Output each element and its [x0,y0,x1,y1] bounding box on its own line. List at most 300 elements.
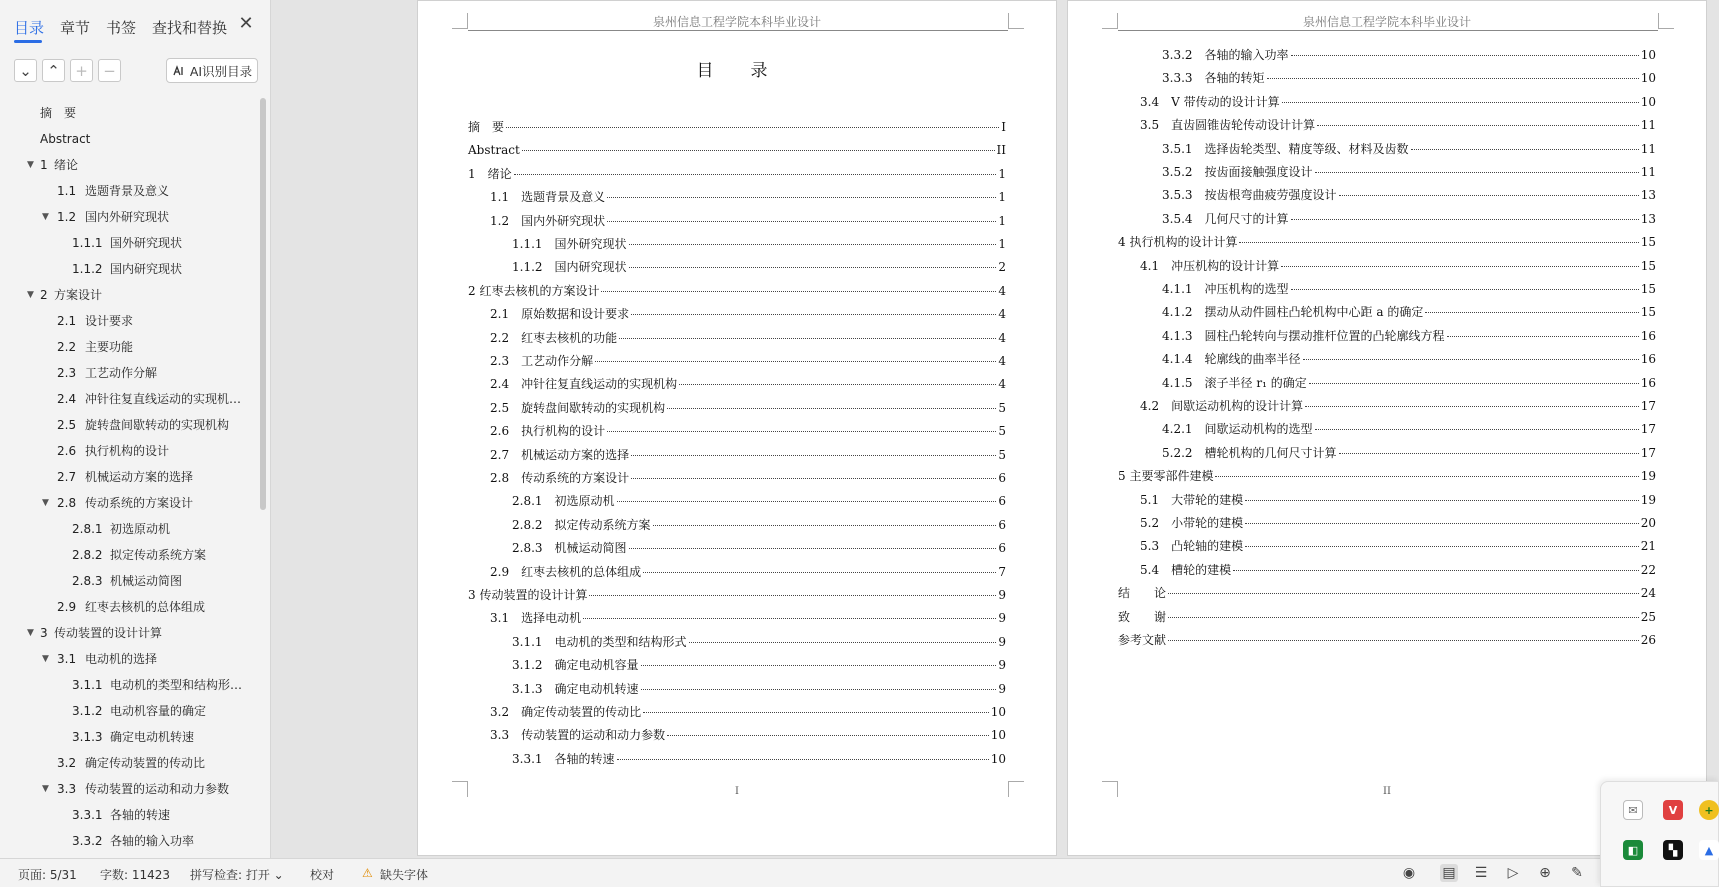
toc-entry-page: 1 [998,190,1006,205]
toc-entry[interactable] [490,352,1006,370]
toc-entry-text: 3.3.1 各轴的转速 [512,751,615,766]
tab-find-replace[interactable]: 查找和替换 [152,19,228,37]
ai-recognize-toc-button[interactable] [166,58,258,83]
toc-entry-text: 3 传动装置的设计计算 [468,588,588,602]
nav-item-label: 主要功能 [85,340,134,354]
expand-up-button[interactable] [42,59,65,82]
system-tray-popup [1600,781,1719,887]
tab-chapters[interactable]: 章节 [60,19,91,37]
chevron-down-icon: ⌄ [19,61,32,80]
toc-entry[interactable] [468,141,1006,159]
toc-leader-dots [629,244,997,245]
toc-entry-page: 6 [998,541,1006,556]
expand-caret-icon[interactable]: ▼ [42,212,49,222]
toc-entry[interactable] [512,633,1006,651]
toc-entry[interactable] [1140,491,1656,509]
toc-entry[interactable] [1162,350,1656,368]
toc-entry[interactable] [512,516,1006,534]
toc-entry-page: I [1001,120,1006,134]
toc-entry-page: 7 [998,564,1006,579]
toc-leader-dots [1339,195,1639,196]
nav-tree-item[interactable] [0,646,250,672]
toc-entry-text: 3.3 传动装置的运动和动力参数 [490,728,666,743]
toc-entry[interactable] [490,329,1006,347]
word-count[interactable]: 字数: 11423 [100,868,171,882]
toc-entry[interactable] [1162,46,1656,64]
toc-entry-text: 3.1.2 确定电动机容量 [512,658,639,673]
drive-app-icon[interactable]: ▲ [1699,840,1719,860]
toc-entry[interactable] [490,609,1006,627]
nav-item-label: 红枣去核机的总体组成 [85,600,206,614]
document-page-2 [1067,0,1707,856]
expand-caret-icon[interactable]: ▼ [27,160,34,170]
toc-entry[interactable] [490,422,1006,440]
nav-tree-item[interactable] [0,568,250,594]
toc-entry[interactable] [1118,233,1656,251]
toc-entry[interactable] [512,235,1006,253]
toc-entry-page: 5 [998,424,1006,439]
toc-leader-dots [1215,476,1638,477]
tab-toc[interactable]: 目录 [14,19,45,37]
toc-entry-page: 6 [998,494,1006,509]
nav-tree-item[interactable] [0,542,250,568]
nav-item-number: 2.8.1 [72,522,103,536]
toc-leader-dots [506,127,999,128]
toc-entry-text: 5.4 槽轮的建模 [1140,562,1232,577]
toc-leader-dots [689,642,997,643]
nav-tree-item[interactable] [0,490,250,516]
close-icon[interactable]: ✕ [238,13,254,34]
toc-entry-text: 3.1.1 电动机的类型和结构形式 [512,634,687,649]
toc-entry[interactable] [490,563,1006,581]
toc-entry-page: 10 [990,728,1006,743]
crop-mark [452,13,468,29]
toc-entry[interactable] [1140,397,1656,415]
nav-item-label: 设计要求 [85,314,134,328]
nav-item-number: 1.1 [57,184,77,198]
toc-entry-text: 3.1 选择电动机 [490,611,582,626]
toc-entry[interactable] [512,656,1006,674]
crop-mark [1102,13,1118,29]
nav-item-number: 1.1.1 [72,236,103,250]
nav-item-number: 3.1.3 [72,730,103,744]
nav-tree-item[interactable] [0,802,250,828]
toc-leader-dots [641,665,997,666]
toc-entry[interactable] [468,586,1006,604]
nav-item-label: 国外研究现状 [110,236,183,250]
toc-leader-dots [1425,312,1638,313]
toc-tree [0,100,260,858]
toc-entry-text: 参考文献 [1118,633,1167,647]
page-indicator[interactable]: 页面: 5/31 [18,868,77,882]
nav-item-number: 2.7 [57,470,77,484]
nav-tree-item[interactable] [0,308,250,334]
toc-entry-text: 5.3 凸轮轴的建模 [1140,539,1244,554]
toc-entry[interactable] [468,282,1006,300]
toc-entry[interactable] [1162,303,1656,321]
toc-entry[interactable] [1162,69,1656,87]
toc-entry[interactable] [1140,257,1656,275]
nav-tree-item[interactable] [0,620,250,646]
nav-tree-item[interactable] [0,438,250,464]
toc-leader-dots [514,174,997,175]
toc-entry-page: 17 [1640,399,1656,413]
outline-view-icon[interactable]: ☰ [1474,865,1488,881]
toc-entry[interactable] [1118,631,1656,649]
toc-entry[interactable] [490,375,1006,393]
toc-entry-text: 4.1.1 冲压机构的选型 [1162,282,1289,296]
nav-item-label: 传动系统的方案设计 [85,496,194,510]
nav-tree-item[interactable] [0,256,250,282]
toc-leader-dots [1168,617,1639,618]
toc-leader-dots [1282,102,1639,103]
toc-entry[interactable] [1118,584,1656,602]
toc-entry-text: 2.1 原始数据和设计要求 [490,307,630,322]
nav-item-label: 旋转盘间歇转动的实现机构 [85,418,230,432]
toc-entry-text: 2.7 机械运动方案的选择 [490,447,630,462]
nav-tree-item[interactable] [0,776,250,802]
nav-item-number: 2 [40,288,48,302]
toc-entry-page: 13 [1640,188,1656,203]
toc-entry-page: 16 [1640,328,1656,343]
toc-entry-page: 17 [1640,422,1656,437]
toc-entry-page: 11 [1640,141,1656,156]
status-bar [0,858,1719,887]
toc-leader-dots [601,291,996,292]
toc-entry-text: 4.1.5 滚子半径 r₁ 的确定 [1162,375,1307,390]
page-view-icon[interactable]: ▤ [1440,864,1458,882]
toc-entry-page: 4 [998,283,1006,298]
toc-entry[interactable] [1162,140,1656,158]
toc-leader-dots [607,197,996,198]
play-icon[interactable]: ▷ [1507,865,1519,881]
nav-tree-item[interactable] [0,282,250,308]
toc-entry[interactable] [490,703,1006,721]
chevron-up-icon: ⌃ [47,61,60,80]
nav-item-number: 1.1.2 [72,262,103,276]
tab-bookmarks[interactable]: 书签 [106,19,137,37]
nav-item-label: 国内外研究现状 [85,210,170,224]
ai-icon [172,65,186,77]
nav-tree-item[interactable] [0,724,250,750]
pen-icon[interactable]: ✎ [1571,865,1583,881]
toc-leader-dots [1291,55,1639,56]
toc-entry-page: 10 [1640,48,1656,62]
toc-entry-page: 5 [998,447,1006,462]
toc-entry[interactable] [490,212,1006,230]
toc-leader-dots [619,338,996,339]
nav-tree-item[interactable] [0,750,250,776]
toc-entry[interactable] [512,539,1006,557]
nav-tree-item[interactable] [0,360,250,386]
toc-entry-page: 9 [998,681,1006,696]
toc-entry-text: 2.3 工艺动作分解 [490,354,594,368]
toc-entry-text: 结 论 [1118,586,1167,601]
toc-entry-page: 17 [1640,445,1656,460]
toc-entry-page: 15 [1640,282,1656,296]
toc-entry-text: 2.2 红枣去核机的功能 [490,330,618,345]
toc-entry[interactable] [1162,280,1656,298]
nav-tree-item[interactable] [0,100,250,126]
toc-entry-page: 10 [990,705,1006,719]
expand-caret-icon[interactable]: ▼ [27,628,34,638]
toc-entry[interactable] [490,188,1006,206]
toc-entry[interactable] [1162,420,1656,438]
toc-leader-dots [631,314,996,315]
toc-entry-text: 1.1 选题背景及意义 [490,190,606,205]
nav-item-label: 各轴的输入功率 [110,834,195,848]
toc-entry-text: 4.1 冲压机构的设计计算 [1140,258,1280,273]
nvidia-app-icon[interactable]: ◧ [1623,840,1643,860]
toc-entry-page: 4 [998,354,1006,368]
expand-caret-icon[interactable]: ▼ [42,784,49,794]
plus-icon: + [75,61,88,80]
toc-entry-page: 21 [1640,539,1656,554]
toc-entry-text: 3.5.2 按齿面接触强度设计 [1162,165,1313,179]
nav-item-number: 2.9 [57,600,77,614]
nav-item-label: 绪论 [54,158,79,172]
toc-entry[interactable] [1162,374,1656,392]
nav-tree-item[interactable] [0,334,250,360]
remove-heading-button[interactable] [98,59,121,82]
nav-item-label: 拟定传动系统方案 [110,548,207,562]
toc-entry[interactable] [1162,186,1656,204]
toc-leader-dots [522,150,995,151]
nav-item-number: 3.1.1 [72,678,103,692]
ai-button-label: AI识别目录 [189,63,253,79]
toc-entry-text: 摘 要 [468,120,505,134]
toc-entry[interactable] [512,258,1006,276]
nav-item-number: 2.4 [57,392,77,406]
toc-leader-dots [1411,149,1639,150]
active-tab-indicator [14,40,42,43]
toc-entry-page: 15 [1640,258,1656,273]
nav-tree-item[interactable] [0,828,250,854]
nav-tree-item[interactable] [0,594,250,620]
nav-tree-item[interactable] [0,464,250,490]
nav-tree-item[interactable] [0,204,250,230]
toc-entry-text: 5.2.2 槽轮机构的几何尺寸计算 [1162,445,1337,460]
toc-leader-dots [617,501,997,502]
nav-scrollbar[interactable] [260,98,266,510]
toc-entry-text: 5.1 大带轮的建模 [1140,492,1244,507]
nav-tree-item[interactable] [0,230,250,256]
nav-item-label: 传动装置的运动和动力参数 [85,782,230,796]
nav-item-number: 1 [40,158,48,172]
nav-tree-item[interactable] [0,698,250,724]
document-area [271,0,1719,858]
toc-entry-page: 9 [998,634,1006,649]
toc-entry-text: 2.4 冲针往复直线运动的实现机构 [490,377,678,392]
vpn-app-icon[interactable]: V [1663,800,1683,820]
nav-item-number: 2.8 [57,496,77,510]
toc-entry[interactable] [1162,210,1656,228]
toc-leader-dots [607,431,996,432]
toc-entry[interactable] [1162,163,1656,181]
toc-entry-page: 6 [998,471,1006,485]
toc-leader-dots [1305,406,1639,407]
toc-entry[interactable] [1140,537,1656,555]
toc-leader-dots [631,478,996,479]
toc-leader-dots [1291,289,1639,290]
expand-caret-icon[interactable]: ▼ [42,498,49,508]
minus-icon: − [103,61,116,80]
toc-entry-text: 2.8.1 初选原动机 [512,494,615,509]
toc-entry-text: 3.1.3 确定电动机转速 [512,681,639,696]
toc-entry[interactable] [1162,444,1656,462]
collapse-all-button[interactable] [14,59,37,82]
toc-entry-page: 15 [1640,235,1656,250]
toc-entry-text: 1 绪论 [468,166,512,181]
toc-leader-dots [643,572,996,573]
nav-tree-item[interactable] [0,412,250,438]
update-app-icon[interactable]: + [1699,800,1719,820]
nav-item-number: 2.5 [57,418,77,432]
toc-entry-text: 3.5.1 选择齿轮类型、精度等级、材料及齿数 [1162,141,1409,156]
toc-entry-page: 11 [1640,165,1656,179]
toc-leader-dots [667,735,989,736]
toc-leader-dots [667,408,996,409]
toc-entry-text: 1.1.1 国外研究现状 [512,237,627,251]
toc-entry[interactable] [1140,93,1656,111]
proofread-button[interactable]: 校对 [310,868,335,882]
toc-entry-page: 25 [1640,609,1656,624]
nav-item-number: 1.2 [57,210,77,224]
page-number: II [1383,786,1391,797]
toc-leader-dots [589,595,996,596]
nav-item-label: 各轴的转速 [110,808,171,822]
toc-entry-page: 10 [990,751,1006,766]
nav-item-number: 3 [40,626,48,640]
toc-entry[interactable] [490,469,1006,487]
header-rule [1118,30,1658,31]
nav-item-label: 电动机容量的确定 [110,704,207,718]
toc-leader-dots [641,689,997,690]
toc-entry[interactable] [1118,608,1656,626]
toc-entry[interactable] [1140,561,1656,579]
missing-font-button[interactable]: 缺失字体 [380,868,429,882]
toc-entry-text: 致 谢 [1118,609,1167,624]
nav-tree-item[interactable] [0,672,250,698]
toc-leader-dots [1281,266,1639,267]
add-heading-button[interactable] [70,59,93,82]
toc-entry-page: 1 [998,213,1006,228]
toc-entry-page: II [996,143,1006,158]
toc-leader-dots [617,759,989,760]
toc-entry[interactable] [1140,514,1656,532]
nav-item-label: Abstract [40,132,91,146]
nav-tree-item[interactable] [0,152,250,178]
toc-entry[interactable] [1118,467,1656,485]
toc-entry[interactable] [490,399,1006,417]
nav-item-number: 2.3 [57,366,77,380]
expand-caret-icon[interactable]: ▼ [27,290,34,300]
toc-entry[interactable] [468,165,1006,183]
toc-entry-page: 4 [998,330,1006,345]
warning-icon: ⚠ [362,866,373,880]
toc-leader-dots [1239,242,1638,243]
toc-entry[interactable] [512,492,1006,510]
nav-item-number: 2.8.3 [72,574,103,588]
dark-app-icon[interactable]: ▚ [1663,840,1683,860]
crop-mark [1008,13,1024,29]
nav-item-label: 国内研究现状 [110,262,183,276]
toc-entry[interactable] [468,118,1006,136]
toc-entry-page: 5 [998,400,1006,415]
nav-item-label: 选题背景及意义 [85,184,170,198]
toc-leader-dots [629,267,997,268]
page-header: 泉州信息工程学院本科毕业设计 [1302,15,1471,29]
eye-icon[interactable]: ◉ [1402,865,1416,881]
nav-item-label: 摘 要 [40,106,77,120]
nav-item-number: 3.2 [57,756,77,770]
nav-item-number: 3.1 [57,652,77,666]
toc-entry-page: 16 [1640,352,1656,367]
nav-tree-item[interactable] [0,178,250,204]
toc-entry-text: 5 主要零部件建模 [1118,469,1214,484]
nav-item-label: 电动机的类型和结构形… [110,678,243,692]
nav-item-number: 2.1 [57,314,77,328]
nav-tree-item[interactable] [0,386,250,412]
toc-entry-text: 3.5.3 按齿根弯曲疲劳强度设计 [1162,188,1337,203]
toc-leader-dots [595,361,996,362]
toc-entry-page: 9 [998,588,1006,602]
toc-entry[interactable] [512,750,1006,768]
nav-item-number: 2.6 [57,444,77,458]
nav-item-number: 3.3.2 [72,834,103,848]
spell-check-toggle[interactable]: 拼写检查: 打开 ⌄ [190,868,284,882]
toc-leader-dots [1317,125,1639,126]
header-rule [468,30,1008,31]
toc-entry-page: 6 [998,517,1006,532]
toc-entry-text: 3.3.3 各轴的转矩 [1162,71,1265,86]
toc-leader-dots [1168,593,1639,594]
nav-item-label: 确定电动机转速 [110,730,195,744]
toc-leader-dots [629,548,997,549]
toc-entry[interactable] [1140,116,1656,134]
toc-entry-text: 2.8 传动系统的方案设计 [490,471,630,485]
toc-entry-text: 1.2 国内外研究现状 [490,213,606,228]
mail-app-icon[interactable]: ✉ [1623,800,1643,820]
toc-entry-text: 4 执行机构的设计计算 [1118,235,1238,250]
toc-entry[interactable] [512,680,1006,698]
toc-leader-dots [1267,78,1639,79]
toc-leader-dots [1309,383,1639,384]
nav-tree-item[interactable] [0,516,250,542]
toc-leader-dots [1447,336,1639,337]
toc-leader-dots [1233,570,1639,571]
web-view-icon[interactable]: ⊕ [1539,865,1551,881]
toc-entry[interactable] [1162,327,1656,345]
navigation-pane [0,0,271,858]
toc-entry[interactable] [490,305,1006,323]
toc-entry-text: 4.1.3 圆柱凸轮转向与摆动推杆位置的凸轮廓线方程 [1162,328,1445,343]
toc-entry[interactable] [490,446,1006,464]
toc-leader-dots [1339,453,1639,454]
toc-entry-text: 1.1.2 国内研究现状 [512,260,627,275]
nav-tree-item[interactable] [0,126,250,152]
toc-entry-page: 24 [1640,586,1656,601]
toc-entry-page: 11 [1640,118,1656,133]
toc-entry[interactable] [490,726,1006,744]
toc-leader-dots [1303,359,1639,360]
nav-item-label: 初选原动机 [110,522,171,536]
nav-item-number: 3.3 [57,782,77,796]
toc-entry-page: 13 [1640,211,1656,226]
expand-caret-icon[interactable]: ▼ [42,654,49,664]
document-page-1 [417,0,1057,856]
toc-entry-page: 26 [1640,633,1656,647]
